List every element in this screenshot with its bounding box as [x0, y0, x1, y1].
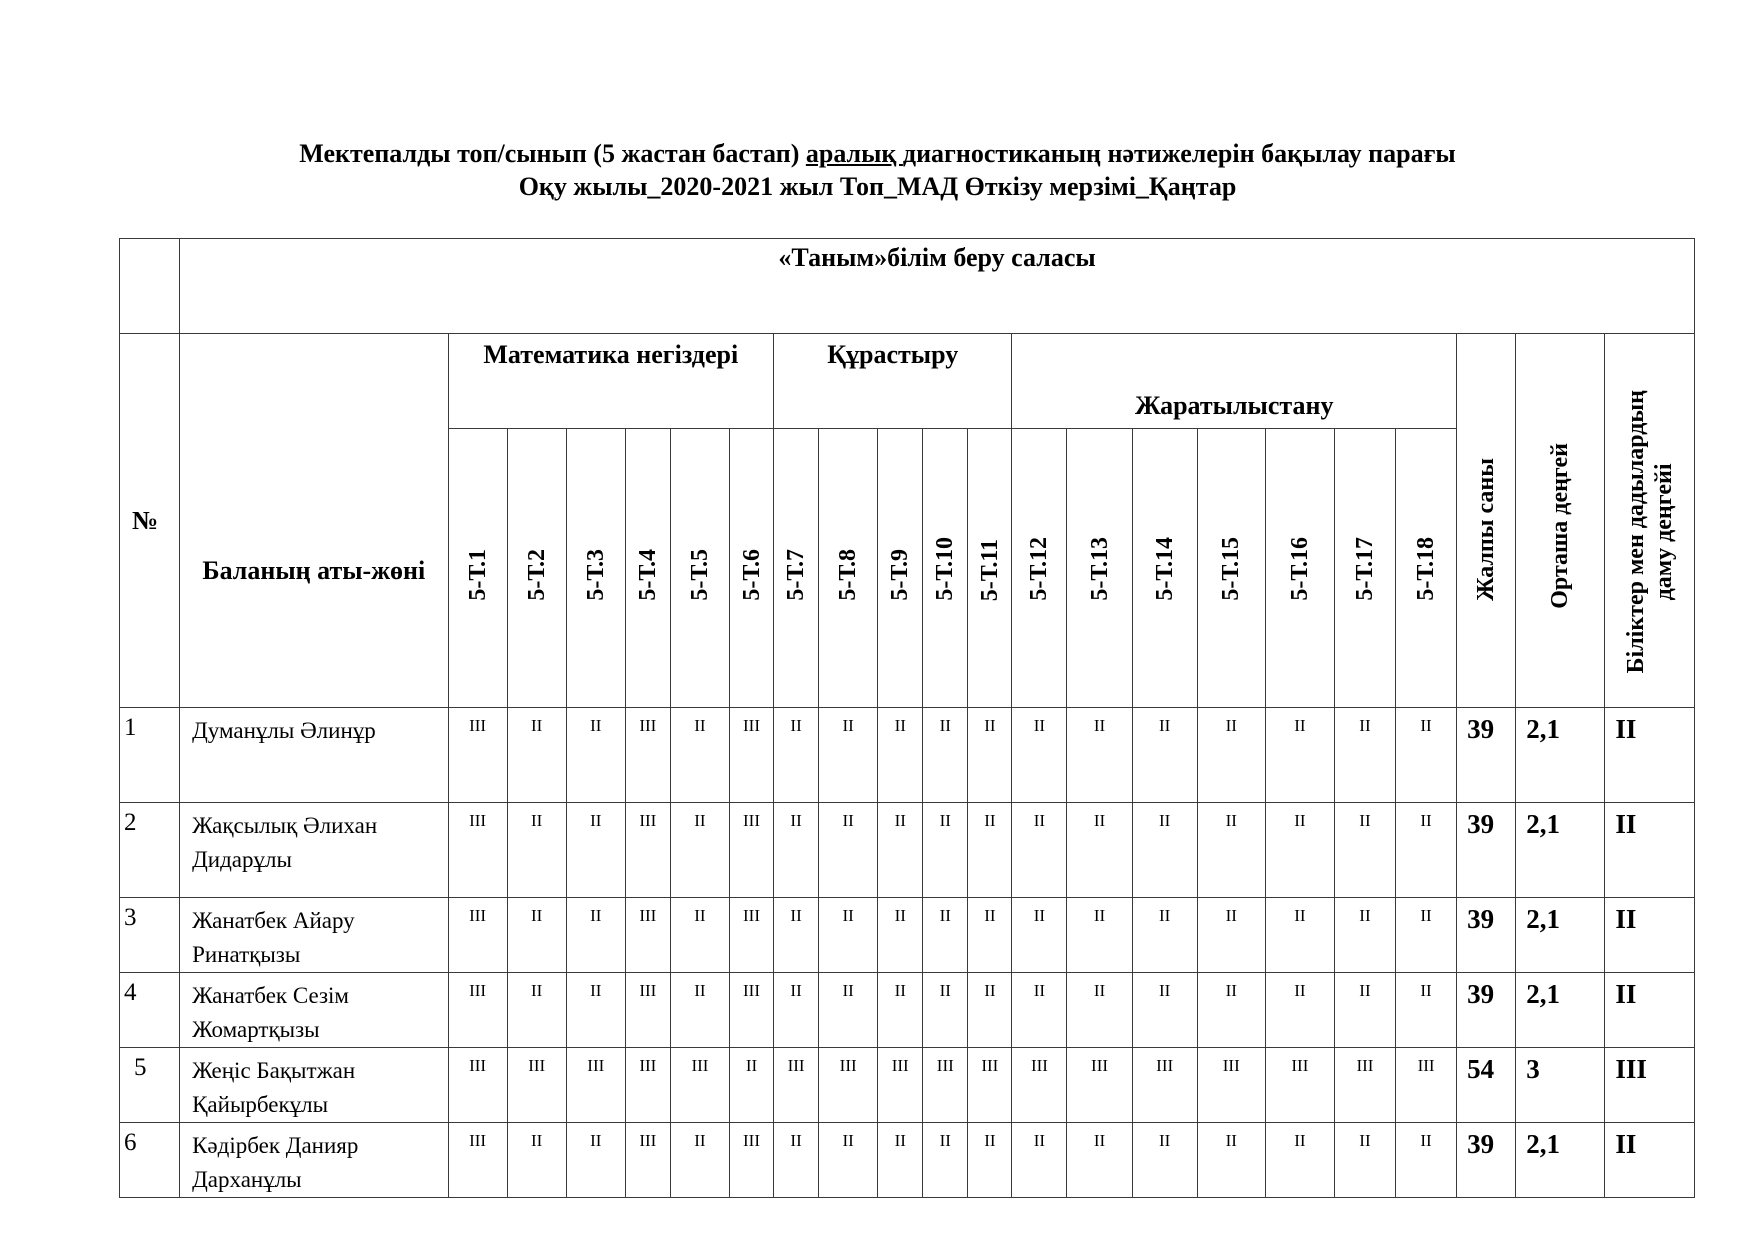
- row-number: 5: [120, 1048, 180, 1123]
- level-cell: II: [774, 973, 819, 1048]
- level-cell: III: [448, 973, 507, 1048]
- level-cell: II: [670, 803, 729, 898]
- total-cell: 39: [1457, 803, 1516, 898]
- level-cell: III: [625, 1048, 670, 1123]
- level-cell: III: [448, 708, 507, 803]
- level-cell: II: [670, 898, 729, 973]
- table-row: [120, 973, 1695, 1048]
- level-cell: II: [1132, 973, 1197, 1048]
- level-cell: II: [968, 803, 1012, 898]
- level-cell: II: [1334, 898, 1395, 973]
- child-name-line-2: Ринатқызы: [192, 942, 301, 967]
- group-header-nature: Жаратылыстану: [1012, 334, 1457, 429]
- code-header-16: [1265, 429, 1334, 708]
- row-number: 4: [120, 973, 180, 1048]
- level-cell: II: [968, 973, 1012, 1048]
- level-cell: II: [1334, 973, 1395, 1048]
- level-cell: II: [507, 803, 566, 898]
- total-cell: 39: [1457, 1123, 1516, 1198]
- level-cell: II: [1012, 708, 1067, 803]
- level-cell: III: [1396, 1048, 1457, 1123]
- child-name: [180, 973, 448, 1048]
- document-title: [0, 138, 1755, 170]
- level-cell: III: [1012, 1048, 1067, 1123]
- corner-cell: [120, 239, 180, 334]
- child-name-line-1: Жанатбек Сезім: [192, 983, 349, 1008]
- child-name-line-1: Кәдірбек Данияр: [192, 1133, 359, 1158]
- level-cell: III: [729, 803, 773, 898]
- group-header-math: Математика негіздері: [448, 334, 774, 429]
- level-cell: II: [1334, 1123, 1395, 1198]
- child-name: [180, 1048, 448, 1123]
- row-number: 3: [120, 898, 180, 973]
- average-cell: 2,1: [1516, 973, 1605, 1048]
- code-header-1: [448, 429, 507, 708]
- skills-header: [1605, 334, 1695, 708]
- table-row: [120, 708, 1695, 803]
- level-cell: III: [448, 1123, 507, 1198]
- code-header-9: [878, 429, 923, 708]
- level-cell: II: [1396, 803, 1457, 898]
- child-name: [180, 898, 448, 973]
- skill-level-cell: II: [1605, 708, 1695, 803]
- skill-level-cell: II: [1605, 898, 1695, 973]
- table-row: [120, 1123, 1695, 1198]
- level-cell: II: [819, 973, 878, 1048]
- level-cell: II: [1067, 708, 1132, 803]
- skill-level-cell: II: [1605, 803, 1695, 898]
- level-cell: III: [1197, 1048, 1265, 1123]
- level-cell: II: [1197, 898, 1265, 973]
- level-cell: III: [625, 898, 670, 973]
- code-label: 5-Т.6: [738, 549, 765, 601]
- area-title: «Таным»білім беру саласы: [180, 239, 1695, 334]
- code-header-14: [1132, 429, 1197, 708]
- level-cell: II: [923, 898, 968, 973]
- total-header: [1457, 334, 1516, 708]
- code-label: 5-Т.1: [464, 549, 491, 601]
- level-cell: II: [923, 803, 968, 898]
- average-cell: 2,1: [1516, 1123, 1605, 1198]
- level-cell: II: [774, 898, 819, 973]
- level-cell: III: [1265, 1048, 1334, 1123]
- level-cell: III: [729, 1123, 773, 1198]
- level-cell: II: [1396, 898, 1457, 973]
- level-cell: II: [878, 1123, 923, 1198]
- level-cell: II: [1334, 803, 1395, 898]
- level-cell: II: [923, 1123, 968, 1198]
- code-header-10: [923, 429, 968, 708]
- group-header-construction: Құрастыру: [774, 334, 1012, 429]
- average-cell: 2,1: [1516, 898, 1605, 973]
- code-label: 5-Т.8: [835, 549, 862, 601]
- level-cell: III: [729, 898, 773, 973]
- level-cell: II: [507, 708, 566, 803]
- level-cell: II: [1396, 1123, 1457, 1198]
- code-header-8: [819, 429, 878, 708]
- level-cell: III: [729, 973, 773, 1048]
- level-cell: II: [968, 1123, 1012, 1198]
- level-cell: II: [968, 708, 1012, 803]
- table-row: [120, 898, 1695, 973]
- code-header-2: [507, 429, 566, 708]
- level-cell: III: [1334, 1048, 1395, 1123]
- level-cell: II: [1012, 803, 1067, 898]
- level-cell: III: [448, 1048, 507, 1123]
- code-label: 5-Т.3: [582, 549, 609, 601]
- level-cell: III: [625, 1123, 670, 1198]
- level-cell: III: [878, 1048, 923, 1123]
- row-number: 2: [120, 803, 180, 898]
- level-cell: II: [878, 898, 923, 973]
- level-cell: II: [670, 1123, 729, 1198]
- total-cell: 54: [1457, 1048, 1516, 1123]
- level-cell: II: [1132, 803, 1197, 898]
- code-header-13: [1067, 429, 1132, 708]
- skill-level-cell: III: [1605, 1048, 1695, 1123]
- level-cell: II: [1197, 1123, 1265, 1198]
- level-cell: II: [1012, 1123, 1067, 1198]
- group-header-row: [120, 334, 1695, 429]
- code-header-5: [670, 429, 729, 708]
- child-name-line-1: Думанұлы Әлинұр: [192, 718, 376, 743]
- child-name-line-1: Жеңіс Бақытжан: [192, 1058, 356, 1083]
- code-header-12: [1012, 429, 1067, 708]
- level-cell: II: [1197, 973, 1265, 1048]
- average-header: [1516, 334, 1605, 708]
- level-cell: III: [729, 708, 773, 803]
- level-cell: III: [625, 803, 670, 898]
- level-cell: II: [878, 973, 923, 1048]
- level-cell: II: [923, 973, 968, 1048]
- row-number: 6: [120, 1123, 180, 1198]
- code-label: 5-Т.16: [1286, 537, 1313, 601]
- level-cell: II: [774, 803, 819, 898]
- level-cell: II: [1132, 898, 1197, 973]
- level-cell: II: [1197, 803, 1265, 898]
- level-cell: III: [923, 1048, 968, 1123]
- level-cell: II: [1265, 708, 1334, 803]
- name-header: Баланың аты-жөні: [180, 334, 448, 708]
- code-label: 5-Т.13: [1086, 537, 1113, 601]
- level-cell: II: [1132, 1123, 1197, 1198]
- level-cell: II: [819, 708, 878, 803]
- document-subtitle: Оқу жылы_2020-2021 жыл Топ_МАД Өткізу мерзімі_Қаңтар: [518, 172, 1237, 201]
- total-cell: 39: [1457, 708, 1516, 803]
- child-name-line-2: Дидарұлы: [192, 847, 292, 872]
- average-header-label: Орташа деңгей: [1547, 443, 1574, 609]
- level-cell: II: [819, 898, 878, 973]
- level-cell: II: [1067, 898, 1132, 973]
- child-name: [180, 803, 448, 898]
- skills-header-label: [1622, 390, 1678, 673]
- number-header: №: [120, 334, 180, 708]
- level-cell: II: [878, 803, 923, 898]
- level-cell: II: [1265, 1123, 1334, 1198]
- code-label: 5-Т.9: [887, 549, 914, 601]
- level-cell: II: [1067, 973, 1132, 1048]
- level-cell: II: [819, 1123, 878, 1198]
- level-cell: III: [625, 708, 670, 803]
- skill-level-cell: II: [1605, 973, 1695, 1048]
- level-cell: III: [1067, 1048, 1132, 1123]
- level-cell: II: [566, 803, 625, 898]
- level-cell: II: [1265, 973, 1334, 1048]
- code-label: 5-Т.5: [686, 549, 713, 601]
- level-cell: II: [566, 1123, 625, 1198]
- table-row: [120, 803, 1695, 898]
- child-name: [180, 708, 448, 803]
- level-cell: II: [729, 1048, 773, 1123]
- level-cell: II: [774, 1123, 819, 1198]
- level-cell: II: [1334, 708, 1395, 803]
- child-name: [180, 1123, 448, 1198]
- level-cell: II: [507, 973, 566, 1048]
- level-cell: II: [507, 1123, 566, 1198]
- code-label: 5-Т.15: [1218, 537, 1245, 601]
- code-label: 5-Т.18: [1413, 537, 1440, 601]
- level-cell: II: [1197, 708, 1265, 803]
- child-name-line-1: Жақсылық Әлихан: [192, 813, 378, 838]
- average-cell: 3: [1516, 1048, 1605, 1123]
- total-cell: 39: [1457, 973, 1516, 1048]
- skill-level-cell: II: [1605, 1123, 1695, 1198]
- total-cell: 39: [1457, 898, 1516, 973]
- child-name-line-1: Жанатбек Айару: [192, 908, 355, 933]
- level-cell: II: [566, 898, 625, 973]
- code-label: 5-Т.12: [1026, 537, 1053, 601]
- level-cell: III: [448, 803, 507, 898]
- title-part-1: Мектепалды топ/сынып (5 жастан бастап): [299, 139, 806, 168]
- title-part-2: диагностиканың нәтижелерін бақылау парағы: [902, 139, 1456, 168]
- table-row: [120, 1048, 1695, 1123]
- level-cell: II: [670, 973, 729, 1048]
- title-underlined-word: аралық: [805, 139, 903, 168]
- code-header-17: [1334, 429, 1395, 708]
- level-cell: II: [566, 973, 625, 1048]
- level-cell: II: [968, 898, 1012, 973]
- level-cell: II: [566, 708, 625, 803]
- level-cell: II: [1265, 803, 1334, 898]
- code-header-3: [566, 429, 625, 708]
- level-cell: III: [819, 1048, 878, 1123]
- level-cell: II: [1012, 973, 1067, 1048]
- level-cell: II: [923, 708, 968, 803]
- code-header-15: [1197, 429, 1265, 708]
- total-header-label: Жалпы саны: [1473, 458, 1500, 601]
- code-header-4: [625, 429, 670, 708]
- skills-header-line-2: даму деңгейі: [1650, 462, 1677, 600]
- code-label: 5-Т.10: [932, 537, 959, 601]
- level-cell: II: [1396, 708, 1457, 803]
- code-label: 5-Т.2: [523, 549, 550, 601]
- level-cell: III: [448, 898, 507, 973]
- average-cell: 2,1: [1516, 803, 1605, 898]
- level-cell: II: [1067, 1123, 1132, 1198]
- child-name-line-2: Жомартқызы: [192, 1017, 320, 1042]
- child-name-line-2: Дарханұлы: [192, 1167, 302, 1192]
- level-cell: II: [1396, 973, 1457, 1048]
- level-cell: III: [968, 1048, 1012, 1123]
- code-label: 5-Т.7: [783, 549, 810, 601]
- code-header-18: [1396, 429, 1457, 708]
- level-cell: II: [878, 708, 923, 803]
- level-cell: III: [507, 1048, 566, 1123]
- code-label: 5-Т.4: [634, 549, 661, 601]
- level-cell: III: [566, 1048, 625, 1123]
- average-cell: 2,1: [1516, 708, 1605, 803]
- code-label: 5-Т.17: [1351, 537, 1378, 601]
- code-label: 5-Т.11: [976, 538, 1003, 601]
- code-label: 5-Т.14: [1151, 537, 1178, 601]
- child-name-line-2: Қайырбекұлы: [192, 1092, 329, 1117]
- area-header-row: [120, 239, 1695, 334]
- level-cell: II: [774, 708, 819, 803]
- level-cell: II: [819, 803, 878, 898]
- skills-header-line-1: Біліктер мен дадылардың: [1622, 389, 1649, 673]
- code-header-11: [968, 429, 1012, 708]
- level-cell: II: [670, 708, 729, 803]
- level-cell: III: [625, 973, 670, 1048]
- level-cell: III: [1132, 1048, 1197, 1123]
- level-cell: III: [670, 1048, 729, 1123]
- level-cell: II: [1132, 708, 1197, 803]
- level-cell: II: [1265, 898, 1334, 973]
- level-cell: II: [1067, 803, 1132, 898]
- code-header-6: [729, 429, 773, 708]
- level-cell: III: [774, 1048, 819, 1123]
- level-cell: II: [507, 898, 566, 973]
- code-header-7: [774, 429, 819, 708]
- level-cell: II: [1012, 898, 1067, 973]
- row-number: 1: [120, 708, 180, 803]
- diagnostic-table: [119, 238, 1695, 1198]
